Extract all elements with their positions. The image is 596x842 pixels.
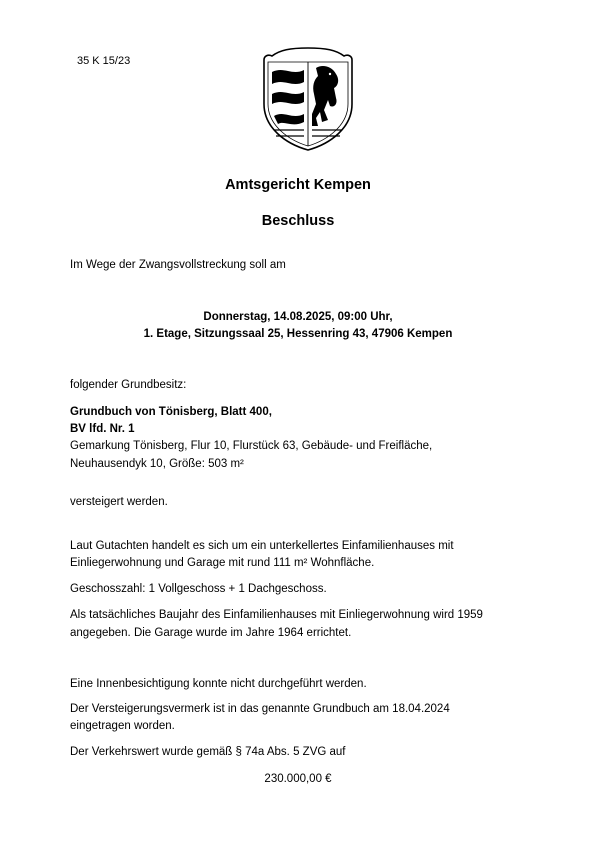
parcel-line-1: Gemarkung Tönisberg, Flur 10, Flurstück 63, Gebäude- und Freifläche, <box>70 440 433 452</box>
document-title: Beschluss <box>261 213 335 229</box>
parcel-line-2: Neuhausendyk 10, Größe: 503 m² <box>70 458 244 470</box>
details-line-2: Einliegerwohnung und Garage mit rund 111 m² Wohnfläche. <box>70 557 375 569</box>
floors-info: Geschosszahl: 1 Vollgeschoss + 1 Dachgeschoss. <box>70 583 327 595</box>
intro-text: Im Wege der Zwangsvollstreckung soll am <box>70 259 286 271</box>
property-lead: folgender Grundbesitz: <box>70 379 187 391</box>
appointment-location: 1. Etage, Sitzungssaal 25, Hessenring 43, 47906 Kempen <box>143 328 453 340</box>
file-number: 35 K 15/23 <box>77 55 131 67</box>
market-value-intro: Der Verkehrswert wurde gemäß § 74a Abs. 5 ZVG auf <box>70 746 346 758</box>
build-year-line-1: Als tatsächliches Baujahr des Einfamilienhauses mit Einliegerwohnung wird 1959 <box>70 609 483 621</box>
appointment-date-time: Donnerstag, 14.08.2025, 09:00 Uhr, <box>203 311 393 323</box>
land-register: Grundbuch von Tönisberg, Blatt 400, <box>70 406 272 418</box>
bv-number: BV lfd. Nr. 1 <box>70 423 135 435</box>
details-line-1: Laut Gutachten handelt es sich um ein unterkellertes Einfamilienhauses mit <box>70 540 454 552</box>
inspection-note: Eine Innenbesichtigung konnte nicht durchgeführt werden. <box>70 678 367 690</box>
registry-line-2: eingetragen worden. <box>70 720 175 732</box>
build-year-line-2: angegeben. Die Garage wurde im Jahre 1964 errichtet. <box>70 627 352 639</box>
registry-line-1: Der Versteigerungsvermerk ist in das genannte Grundbuch am 18.04.2024 <box>70 703 450 715</box>
market-value: 230.000,00 € <box>264 773 332 785</box>
coat-of-arms-logo <box>258 46 358 152</box>
auction-closing: versteigert werden. <box>70 496 168 508</box>
court-name: Amtsgericht Kempen <box>225 177 371 193</box>
